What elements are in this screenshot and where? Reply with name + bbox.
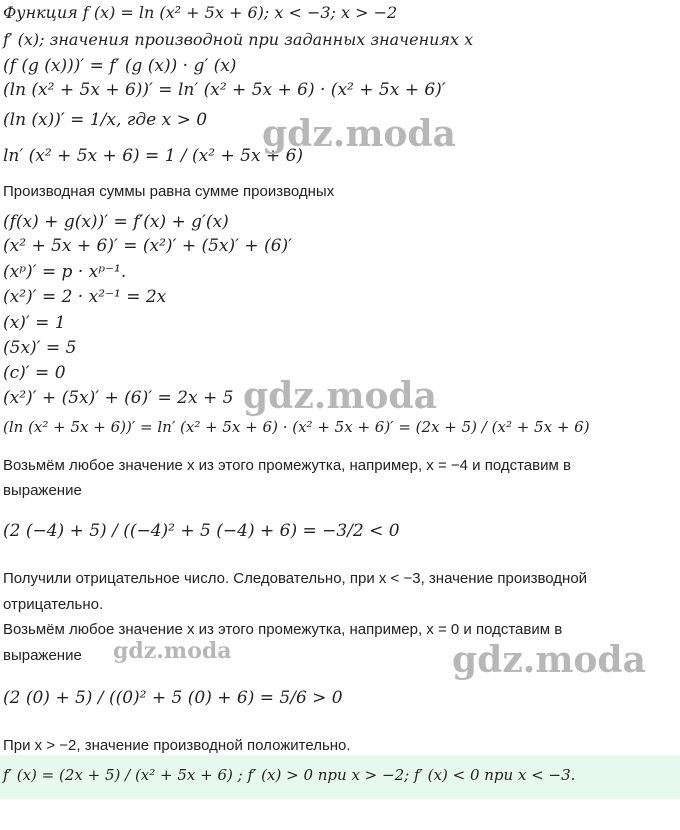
line-18: выражение	[3, 482, 82, 499]
line-15: (x²)′ + (5x)′ + (6)′ = 2x + 5	[3, 388, 234, 408]
line-13: (5x)′ = 5	[3, 338, 77, 358]
line-6: ln′ (x² + 5x + 6) = 1 / (x² + 5x + 6)	[3, 146, 304, 166]
line-20: Получили отрицательное число. Следовательно, при x < −3, значение производной	[3, 570, 588, 587]
line-10: (xᵖ)′ = p · xᵖ⁻¹.	[3, 262, 127, 282]
line-2: f′ (x); значения производной при заданных значениях x	[3, 30, 474, 49]
line-11: (x²)′ = 2 · x²⁻¹ = 2x	[3, 287, 167, 307]
watermark-4: gdz.moda	[452, 639, 646, 681]
line-4: (ln (x² + 5x + 6))′ = ln′ (x² + 5x + 6) · (x² + 5x + 6)′	[3, 80, 446, 100]
line-5: (ln (x))′ = 1/x, где x > 0	[3, 110, 208, 130]
line-21: отрицательно.	[3, 596, 104, 613]
watermark-3: gdz.moda	[113, 638, 232, 664]
line-14: (c)′ = 0	[3, 363, 66, 383]
line-1: Функция f (x) = ln (x² + 5x + 6); x < −3; x > −2	[3, 3, 398, 22]
line-23: выражение	[3, 647, 82, 664]
line-7: Производная суммы равна сумме производных	[3, 183, 335, 200]
line-19: (2 (−4) + 5) / ((−4)² + 5 (−4) + 6) = −3/2 < 0	[3, 521, 400, 541]
line-25: При x > −2, значение производной положительно.	[3, 737, 351, 754]
watermark-1: gdz.moda	[262, 113, 456, 155]
line-24: (2 (0) + 5) / ((0)² + 5 (0) + 6) = 5/6 > 0	[3, 688, 343, 708]
line-17: Возьмём любое значение x из этого промежутка, например, x = −4 и подставим в	[3, 457, 571, 474]
line-22: Возьмём любое значение x из этого промежутка, например, x = 0 и подставим в	[3, 621, 563, 638]
line-8: (f(x) + g(x))′ = f′(x) + g′(x)	[3, 212, 229, 232]
line-9: (x² + 5x + 6)′ = (x²)′ + (5x)′ + (6)′	[3, 236, 292, 256]
line-12: (x)′ = 1	[3, 313, 66, 333]
watermark-2: gdz.moda	[243, 375, 437, 417]
line-16: (ln (x² + 5x + 6))′ = ln′ (x² + 5x + 6) · (x² + 5x + 6)′ = (2x + 5) / (x² + 5x + 6)	[3, 418, 590, 436]
line-26: f′ (x) = (2x + 5) / (x² + 5x + 6) ; f′ (x) > 0 при x > −2; f′ (x) < 0 при x < −3.	[3, 766, 576, 784]
line-3: (f (g (x)))′ = f′ (g (x)) · g′ (x)	[3, 56, 237, 76]
